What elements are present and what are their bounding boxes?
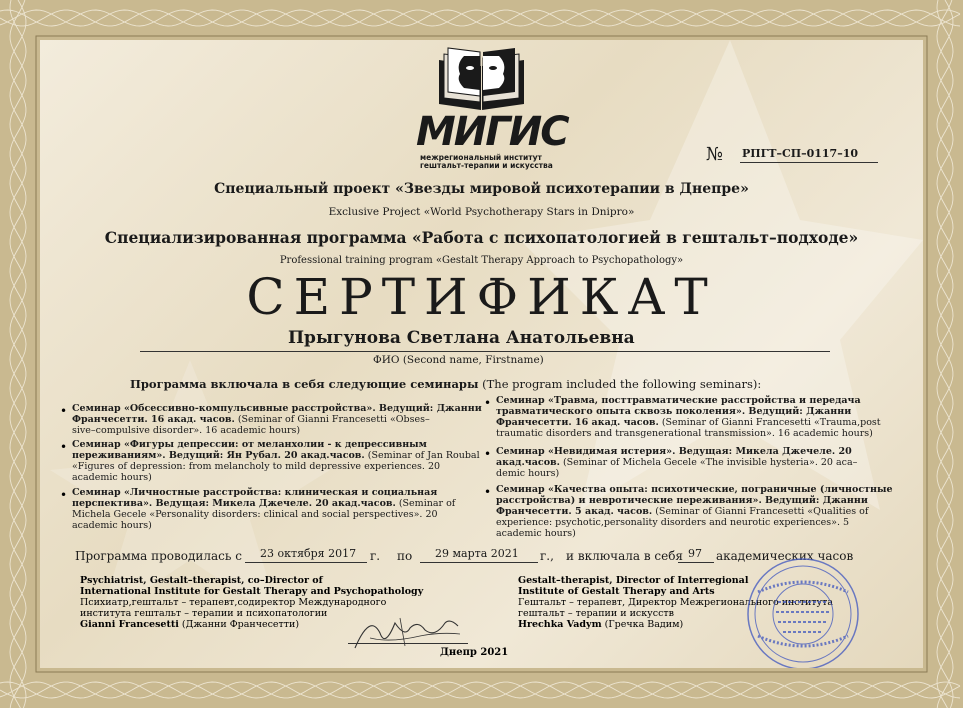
dates-suffix: академических часов <box>716 549 854 563</box>
dates-g1: г. <box>370 549 381 563</box>
signer-right-title-2: Institute of Gestalt Therapy and Arts <box>518 586 715 597</box>
start-date-underline <box>245 562 367 563</box>
signer-left-title-2: International Institute for Gestalt Therapy and Psychopathology <box>80 586 424 597</box>
dates-g2: г., <box>540 549 554 563</box>
certificate-sheet <box>40 40 923 668</box>
dates-prefix: Программа проводилась с <box>75 549 242 563</box>
seminar-left-1: Семинар «Обсессивно-компульсивные расстройства». Ведущий: Джанни Франчесетти. 16 акад. часов. (Seminar of Gianni Francesetti «Obses– sive–compulsive disorder». 16 academic hours) <box>72 403 482 436</box>
bullet-icon: • <box>484 485 492 499</box>
program-title-ru: Специализированная программа «Работа с психопатологией в гештальт–подходе» <box>104 228 859 247</box>
end-date-underline <box>420 562 538 563</box>
seminars-heading <box>130 377 761 391</box>
hours-count: 97 <box>688 547 702 560</box>
number-sign: № <box>706 144 724 165</box>
signer-left-name-ru: (Джанни Франчесетти) <box>181 619 300 630</box>
seminars-heading-en: (The program included the following seminars): <box>482 377 762 391</box>
signature-left-line <box>348 643 468 644</box>
seminar-right-3: Семинар «Качества опыта: психотические, пограничные (личностные расстройства) и невротические переживания». Ведущий: Джанни Франчесетти. 5 акад. часов. (Seminar of Gianni Francesetti «Qualities of experience: psychotic,personality disorders and neurotic experiences». 5 academic hours) <box>496 484 893 539</box>
recipient-label: ФИО (Second name, Firstname) <box>373 354 544 366</box>
official-stamp-icon <box>738 552 868 668</box>
signer-right-title-4: гештальт – терапии и искусств <box>518 608 675 619</box>
bullet-icon: • <box>60 404 68 418</box>
signer-right-name-ru: (Гречка Вадим) <box>604 619 684 630</box>
recipient-name: Прыгунова Светлана Анатольевна <box>288 328 635 348</box>
number-underline <box>740 162 878 163</box>
dates-included: и включала в себя <box>566 549 684 563</box>
logo-subtitle-1: межрегиональный институт <box>420 153 542 162</box>
signer-right-title-3: Гештальт – терапевт, Директор Межрегионального института <box>518 597 834 608</box>
book-faces-logo-icon <box>434 40 529 112</box>
bullet-icon: • <box>484 447 492 461</box>
certificate-number: РПГТ–СП–0117–10 <box>742 147 859 160</box>
signer-left-name-line <box>80 619 299 630</box>
logo-subtitle-2: гештальт-терапии и искусства <box>420 161 553 170</box>
signer-left-name: Gianni Francesetti <box>80 619 179 630</box>
hours-underline <box>678 562 714 563</box>
start-date: 23 октября 2017 <box>260 547 357 560</box>
signer-left-title-3: Психиатр,гештальт – терапевт,содиректор Международного <box>80 597 387 608</box>
signer-right-name: Hrechka Vadym <box>518 619 602 630</box>
end-date: 29 марта 2021 <box>435 547 519 560</box>
project-title-ru: Специальный проект «Звезды мировой психотерапии в Днепре» <box>214 181 749 197</box>
program-title-en: Professional training program «Gestalt Therapy Approach to Psychopathology» <box>279 255 684 266</box>
signer-right-title-1: Gestalt–therapist, Director of Interregional <box>518 575 749 586</box>
logo-wordmark: МИГИС <box>416 109 568 155</box>
dates-to: по <box>397 549 413 563</box>
signer-left-title-1: Psychiatrist, Gestalt–therapist, co–Director of <box>80 575 323 586</box>
bullet-icon: • <box>60 440 68 454</box>
bullet-icon: • <box>484 396 492 410</box>
bullet-icon: • <box>60 488 68 502</box>
seminar-right-2: Семинар «Невидимая истерия». Ведущая: Микела Джечеле. 20 акад.часов. (Seminar of Michela Gecele «The invisible hysteria». 20 aca– demic hours) <box>496 446 858 479</box>
seminars-heading-ru: Программа включала в себя следующие семинары <box>130 377 479 391</box>
certificate-title: СЕРТИФИКАТ <box>246 268 717 326</box>
seminar-right-1: Семинар «Травма, посттравматические расстройства и передача травматического опыта сквозь поколения». Ведущий: Джанни Франчесетти. 16 акад. часов. (Seminar of Gianni Francesetti «Trauma,post traumatic disorders and transgenerational transmission». 16 academic hours) <box>496 395 881 439</box>
seminar-left-3: Семинар «Личностные расстройства: клиническая и социальная перспектива». Ведущая: Микела Джечеле. 20 акад.часов. (Seminar of Michela Gecele «Personality disorders: clinical and social perspectives». 20 academic hours) <box>72 487 456 531</box>
signer-left-title-4: института гештальт – терапии и психопатологии <box>80 608 328 619</box>
recipient-underline <box>140 351 830 352</box>
seminar-left-2: Семинар «Фигуры депрессии: от меланхолии - к депрессивным переживаниям». Ведущий: Ян Рубал. 20 акад.часов. (Seminar of Jan Roubal «Figures of depression: from melancholy to mild depressive experiences. 20 academic hours) <box>72 439 480 483</box>
project-title-en: Exclusive Project «World Psychotherapy Stars in Dnipro» <box>328 206 635 218</box>
signer-right-name-line <box>518 619 683 630</box>
place-year: Днепр 2021 <box>440 647 509 658</box>
